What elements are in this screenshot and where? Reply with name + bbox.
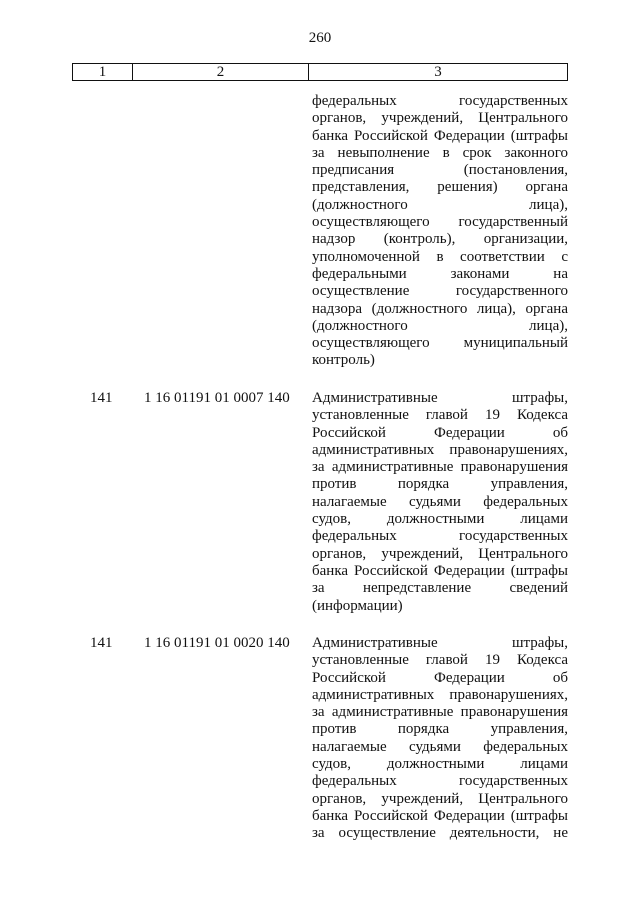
row-2-code: 1 16 01191 01 0020 140: [144, 635, 290, 651]
text-line: за административные правонарушения: [312, 459, 568, 476]
text-line: налагаемые судьями федеральных: [312, 738, 568, 755]
text-line: органов, учреждений, Центрального: [312, 545, 568, 562]
text-line: осуществление государственного: [312, 283, 568, 300]
text-line: (информации): [312, 597, 403, 614]
text-line: банка Российской Федерации (штрафы: [312, 562, 568, 579]
header-col-1: 1: [73, 64, 133, 80]
text-line: за невыполнение в срок законного: [312, 144, 568, 161]
text-line: федеральных государственных: [312, 93, 568, 109]
header-col-2: 2: [133, 64, 309, 80]
page-number: 260: [308, 30, 332, 46]
text-line: (должностного лица),: [312, 196, 568, 213]
row-2-description: [312, 635, 568, 843]
text-line: федеральных государственных: [312, 528, 568, 545]
text-line: контроль): [312, 352, 375, 369]
text-line: налагаемые судьями федеральных: [312, 493, 568, 510]
text-line: осуществляющего муниципальный: [312, 335, 568, 352]
text-line: федеральных государственных: [312, 773, 568, 790]
text-line: осуществляющего государственный: [312, 214, 568, 231]
text-line: за административные правонарушения: [312, 704, 568, 721]
text-line: (должностного лица),: [312, 317, 568, 334]
text-line: установленные главой 19 Кодекса: [312, 652, 568, 669]
text-line: предписания (постановления,: [312, 162, 568, 179]
row-1-description: [312, 390, 568, 615]
text-line: за осуществление деятельности, не: [312, 825, 568, 842]
text-line: Российской Федерации об: [312, 424, 568, 441]
row-1-code: 1 16 01191 01 0007 140: [144, 390, 290, 406]
row-1-number: 141: [90, 390, 113, 406]
text-line: против порядка управления,: [312, 476, 568, 493]
row-2-number: 141: [90, 635, 113, 651]
text-line: Российской Федерации об: [312, 669, 568, 686]
text-line: уполномоченной в соответствии с: [312, 248, 568, 265]
text-line: органов, учреждений, Центрального: [312, 110, 568, 127]
text-line: федеральными законами на: [312, 265, 568, 282]
text-line: надзор (контроль), организации,: [312, 231, 568, 248]
text-line: судов, должностными лицами: [312, 511, 568, 528]
text-line: органов, учреждений, Центрального: [312, 790, 568, 807]
header-col-3: 3: [434, 63, 442, 80]
table-header: [72, 63, 568, 81]
text-line: надзора (должностного лица), органа: [312, 300, 568, 317]
text-line: банка Российской Федерации (штрафы: [312, 127, 568, 144]
text-line: Административные штрафы,: [312, 635, 568, 651]
text-line: за непредставление сведений: [312, 580, 568, 597]
text-line: установленные главой 19 Кодекса: [312, 407, 568, 424]
text-line: банка Российской Федерации (штрафы: [312, 807, 568, 824]
continuation-description: [312, 93, 568, 370]
text-line: представления, решения) органа: [312, 179, 568, 196]
text-line: Административные штрафы,: [312, 390, 568, 406]
text-line: административных правонарушениях,: [312, 686, 568, 703]
text-line: судов, должностными лицами: [312, 756, 568, 773]
text-line: административных правонарушениях,: [312, 441, 568, 458]
text-line: против порядка управления,: [312, 721, 568, 738]
